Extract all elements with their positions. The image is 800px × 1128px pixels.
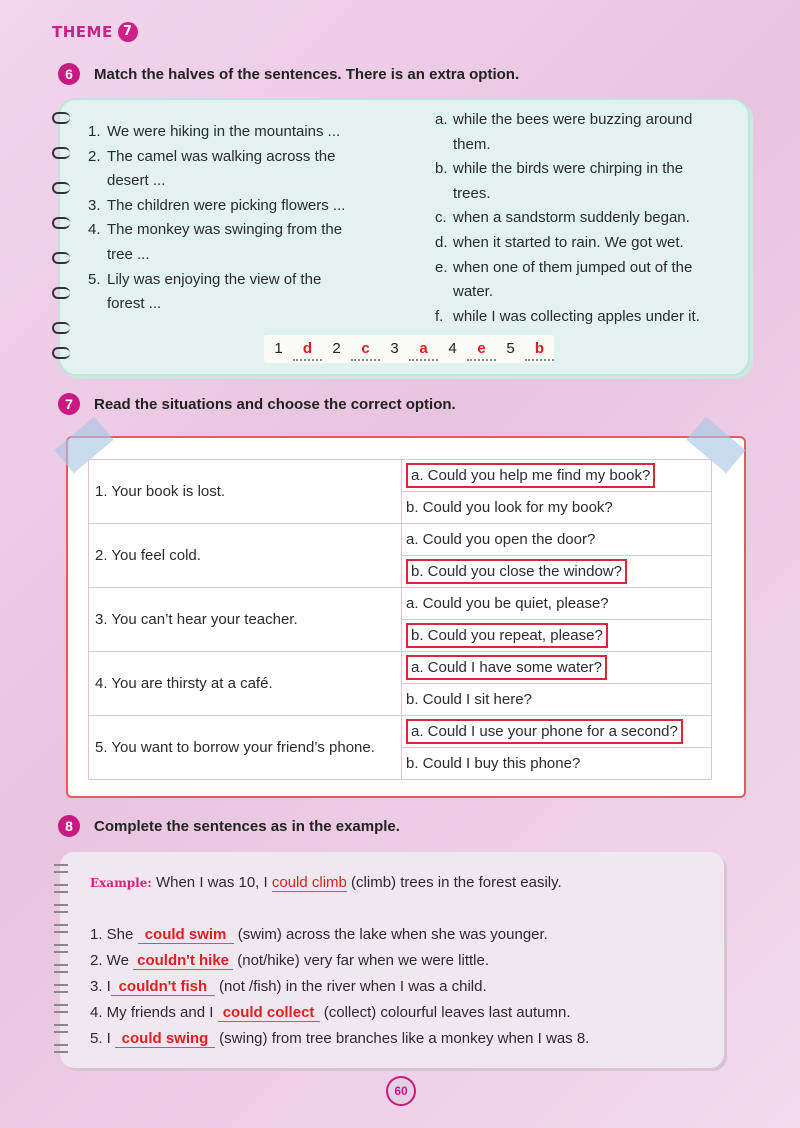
sentence-endings	[435, 108, 735, 329]
list-item: 2. The camel was walking across the desert ...	[88, 147, 336, 190]
list-item: d. when it started to rain. We got wet.	[435, 233, 684, 251]
ring-binding	[52, 322, 70, 334]
ring-binding	[52, 252, 70, 264]
ring-binding	[52, 112, 70, 124]
answer-field[interactable]: could swim	[138, 926, 234, 944]
situation-cell: 2. You feel cold.	[89, 524, 402, 588]
option-b-cell[interactable]	[402, 748, 712, 780]
option-b-text[interactable]: b. Could I sit here?	[406, 691, 532, 708]
completion-sentence: 5. I could swing (swing) from tree branches like a monkey when I was 8.	[90, 1030, 590, 1047]
page-number: 60	[386, 1076, 416, 1106]
option-b-cell[interactable]	[402, 620, 712, 652]
answer-field[interactable]: e	[467, 337, 496, 361]
section-7-heading	[58, 393, 456, 415]
coil-binding	[54, 1024, 68, 1033]
theme-label: THEME	[52, 23, 113, 41]
list-item: 1. We were hiking in the mountains ...	[88, 123, 341, 140]
coil-binding	[54, 964, 68, 973]
option-a-text[interactable]: a. Could you open the door?	[406, 531, 596, 548]
answer-field[interactable]: could swing	[115, 1030, 215, 1048]
theme-number: 7	[118, 22, 138, 42]
sentence-beginnings	[88, 120, 388, 317]
option-b-text[interactable]: b. Could you repeat, please?	[406, 623, 608, 648]
section-instruction: Match the halves of the sentences. There is an extra option.	[94, 65, 520, 83]
completion-sentence: 3. I couldn't fish (not /fish) in the river when I was a child.	[90, 978, 487, 995]
option-b-cell[interactable]	[402, 684, 712, 716]
situations-table	[88, 459, 712, 780]
list-item: c. when a sandstorm suddenly began.	[435, 209, 690, 227]
list-item: f. while I was collecting apples under it.	[435, 307, 700, 325]
option-a-cell[interactable]	[402, 716, 712, 748]
section-instruction: Read the situations and choose the correct option.	[94, 395, 456, 413]
example-answer: could climb	[271, 874, 347, 891]
answer-field[interactable]: b	[525, 337, 554, 361]
option-a-cell[interactable]	[402, 652, 712, 684]
option-a-cell[interactable]	[402, 524, 712, 556]
coil-binding	[54, 984, 68, 993]
list-item: b. while the birds were chirping in the trees.	[435, 160, 684, 202]
option-a-cell[interactable]	[402, 460, 712, 492]
option-a-text[interactable]: a. Could you be quiet, please?	[406, 595, 609, 612]
coil-binding	[54, 1004, 68, 1013]
table-row	[89, 652, 712, 684]
ring-binding	[52, 147, 70, 159]
option-a-text[interactable]: a. Could you help me find my book?	[406, 463, 655, 488]
coil-binding	[54, 944, 68, 953]
coil-binding	[54, 884, 68, 893]
option-b-text[interactable]: b. Could you look for my book?	[406, 499, 613, 516]
answer-field[interactable]: a	[409, 337, 438, 361]
answer-field[interactable]: d	[293, 337, 322, 361]
section-6-heading	[58, 63, 519, 85]
completion-sentence: 2. We couldn't hike (not/hike) very far when we were little.	[90, 952, 490, 969]
option-a-text[interactable]: a. Could I have some water?	[406, 655, 607, 680]
situation-cell: 3. You can’t hear your teacher.	[89, 588, 402, 652]
section-number: 7	[58, 393, 80, 415]
option-b-text[interactable]: b. Could you close the window?	[406, 559, 627, 584]
option-a-text[interactable]: a. Could I use your phone for a second?	[406, 719, 683, 744]
answer-key: 1 d 2 c 3 a 4 e 5 b	[264, 335, 554, 363]
table-row	[89, 524, 712, 556]
option-b-cell[interactable]	[402, 556, 712, 588]
situation-cell: 5. You want to borrow your friend’s phone.	[89, 716, 402, 780]
example-label: Example:	[90, 876, 152, 890]
section-instruction: Complete the sentences as in the example.	[94, 817, 400, 835]
list-item: 3. The children were picking flowers ...	[88, 196, 346, 214]
coil-binding	[54, 1044, 68, 1053]
coil-binding	[54, 864, 68, 873]
ring-binding	[52, 347, 70, 359]
ring-binding	[52, 217, 70, 229]
coil-binding	[54, 924, 68, 933]
option-b-text[interactable]: b. Could I buy this phone?	[406, 755, 581, 772]
table-row	[89, 588, 712, 620]
answer-field[interactable]: c	[351, 337, 380, 361]
list-item: e. when one of them jumped out of the water.	[435, 258, 693, 301]
completion-sentence: 4. My friends and I could collect (collect) colourful leaves last autumn.	[90, 1004, 571, 1021]
ring-binding	[52, 182, 70, 194]
example-sentence: Example: When I was 10, I could climb (climb) trees in the forest easily.	[90, 874, 562, 891]
list-item: 4. The monkey was swinging from the tree ...	[88, 221, 343, 263]
table-row	[89, 460, 712, 492]
ring-binding	[52, 287, 70, 299]
situation-cell: 4. You are thirsty at a café.	[89, 652, 402, 716]
section-number: 8	[58, 815, 80, 837]
completion-sentence: 1. She could swim (swim) across the lake when she was younger.	[90, 926, 548, 943]
answer-field[interactable]: could collect	[218, 1004, 320, 1022]
coil-binding	[54, 904, 68, 913]
answer-field[interactable]: couldn't hike	[133, 952, 233, 970]
section-8-heading	[58, 815, 400, 837]
list-item: 5. Lily was enjoying the view of the forest ...	[88, 270, 322, 313]
answer-field[interactable]: couldn't fish	[111, 978, 215, 996]
situation-cell: 1. Your book is lost.	[89, 460, 402, 524]
theme-heading	[52, 22, 138, 42]
option-b-cell[interactable]	[402, 492, 712, 524]
option-a-cell[interactable]	[402, 588, 712, 620]
table-row	[89, 716, 712, 748]
section-number: 6	[58, 63, 80, 85]
list-item: a. while the bees were buzzing around them.	[435, 111, 693, 153]
